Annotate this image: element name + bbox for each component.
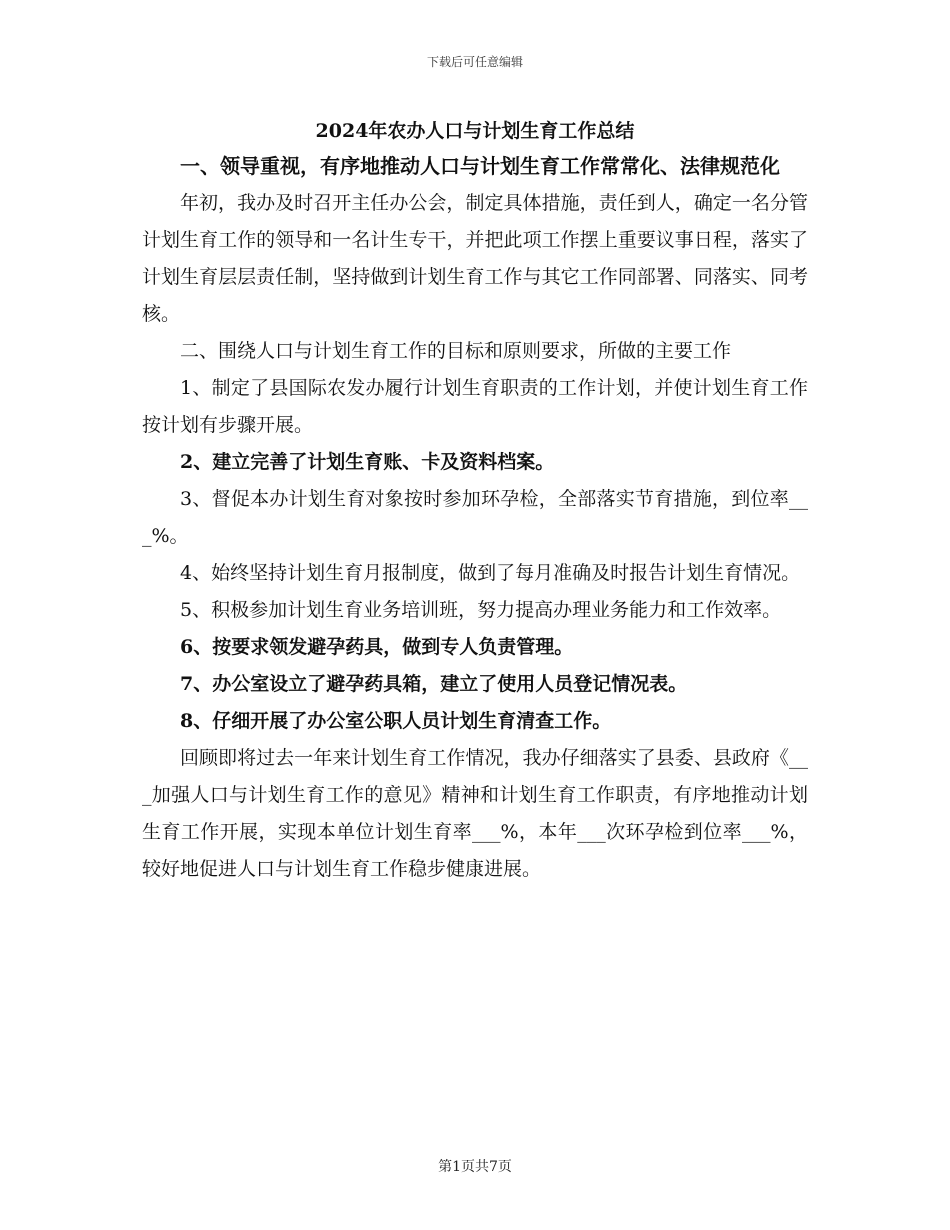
- list-item-6: 6、按要求领发避孕药具，做到专人负责管理。: [180, 636, 574, 658]
- list-item-1: 1、制定了县国际农发办履行计划生育职责的工作计划，并使计划生育工作按计划有步骤开展。: [142, 377, 808, 436]
- document-body: [142, 148, 808, 888]
- document-title: 2024年农办人口与计划生育工作总结: [315, 120, 635, 142]
- paragraph-review: 回顾即将过去一年来计划生育工作情况，我办仔细落实了县委、县政府《___加强人口与计划生育工作的意见》精神和计划生育工作职责，有序地推动计划生育工作开展，实现本单位计划生育率___%，本年___次环孕检到位率___%，较好地促进人口与计划生育工作稳步健康进展。: [142, 747, 808, 880]
- list-item-3: 3、督促本办计划生育对象按时参加环孕检，全部落实节育措施，到位率___%。: [142, 488, 808, 547]
- page-header: 下载后可任意编辑: [426, 55, 523, 69]
- section-heading-1: 一、领导重视，有序地推动人口与计划生育工作常常化、法律规范化: [180, 154, 780, 178]
- list-item-8: 8、仔细开展了办公室公职人员计划生育清查工作。: [180, 710, 612, 732]
- paragraph-intro: 年初，我办及时召开主任办公会，制定具体措施，责任到人，确定一名分管计划生育工作的领导和一名计生专干，并把此项工作摆上重要议事日程，落实了计划生育层层责任制，坚持做到计划生育工作与其它工作同部署、同落实、同考核。: [142, 192, 808, 325]
- page-number: 第1页共7页: [438, 1159, 512, 1175]
- list-item-4: 4、始终坚持计划生育月报制度，做到了每月准确及时报告计划生育情况。: [180, 562, 801, 584]
- list-item-7: 7、办公室设立了避孕药具箱，建立了使用人员登记情况表。: [180, 673, 688, 695]
- section-heading-2: 二、围绕人口与计划生育工作的目标和原则要求，所做的主要工作: [180, 340, 732, 362]
- list-item-2: 2、建立完善了计划生育账、卡及资料档案。: [180, 451, 555, 473]
- list-item-5: 5、积极参加计划生育业务培训班，努力提高办理业务能力和工作效率。: [180, 599, 782, 621]
